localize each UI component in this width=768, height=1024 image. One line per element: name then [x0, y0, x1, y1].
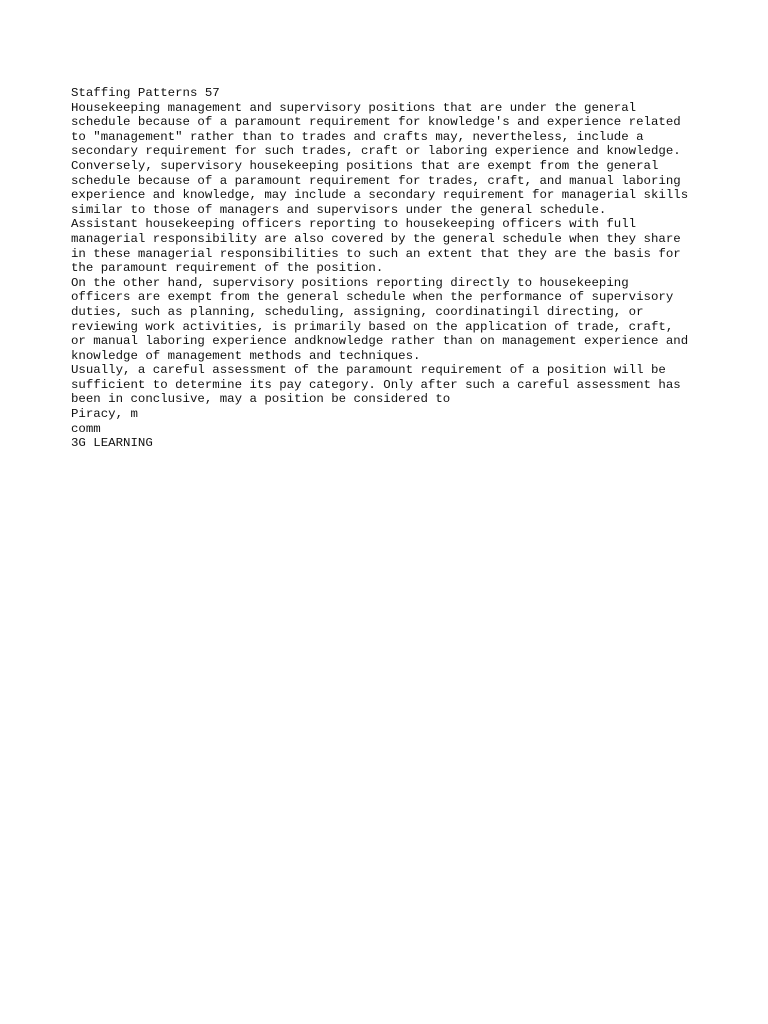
text-line: schedule because of a paramount requirement for knowledge's and experience related [71, 115, 681, 130]
text-line: been in conclusive, may a position be considered to [71, 392, 451, 407]
text-line: the paramount requirement of the position. [71, 261, 384, 276]
text-line: schedule because of a paramount requirement for trades, craft, and manual laboring [71, 173, 681, 188]
text-line: secondary requirement for such trades, craft or laboring experience and knowledge. [71, 144, 681, 159]
text-line: knowledge of management methods and techniques. [71, 348, 421, 363]
text-line: similar to those of managers and supervisors under the general schedule. [71, 202, 607, 217]
page-header: Staffing Patterns 57 [71, 86, 220, 100]
text-line: reviewing work activities, is primarily based on the application of trade, craft, [71, 319, 674, 334]
text-line: Usually, a careful assessment of the paramount requirement of a position will be [71, 363, 666, 378]
text-line: or manual laboring experience andknowledge rather than on management experience and [71, 334, 689, 349]
text-line: Housekeeping management and supervisory positions that are under the general [71, 100, 637, 115]
text-line: Assistant housekeeping officers reporting to housekeeping officers with full [71, 217, 637, 232]
text-line: On the other hand, supervisory positions reporting directly to housekeeping [71, 275, 629, 290]
text-line: managerial responsibility are also covered by the general schedule when they share [71, 231, 681, 246]
text-line: to "management" rather than to trades and crafts may, nevertheless, include a [71, 129, 644, 144]
text-line: in these managerial responsibilities to such an extent that they are the basis for [71, 246, 681, 261]
text-line: duties, such as planning, scheduling, assigning, coordinatingil directing, or [71, 304, 644, 319]
document-text [71, 86, 751, 451]
text-line: Conversely, supervisory housekeeping positions that are exempt from the general [71, 158, 659, 173]
publisher-name: 3G LEARNING [71, 436, 153, 451]
text-line: officers are exempt from the general schedule when the performance of supervisory [71, 290, 674, 305]
text-line: comm [71, 421, 101, 436]
text-line: sufficient to determine its pay category. Only after such a careful assessment has [71, 377, 681, 392]
text-line: experience and knowledge, may include a secondary requirement for managerial skills [71, 188, 689, 203]
text-line: Piracy, m [71, 407, 138, 422]
